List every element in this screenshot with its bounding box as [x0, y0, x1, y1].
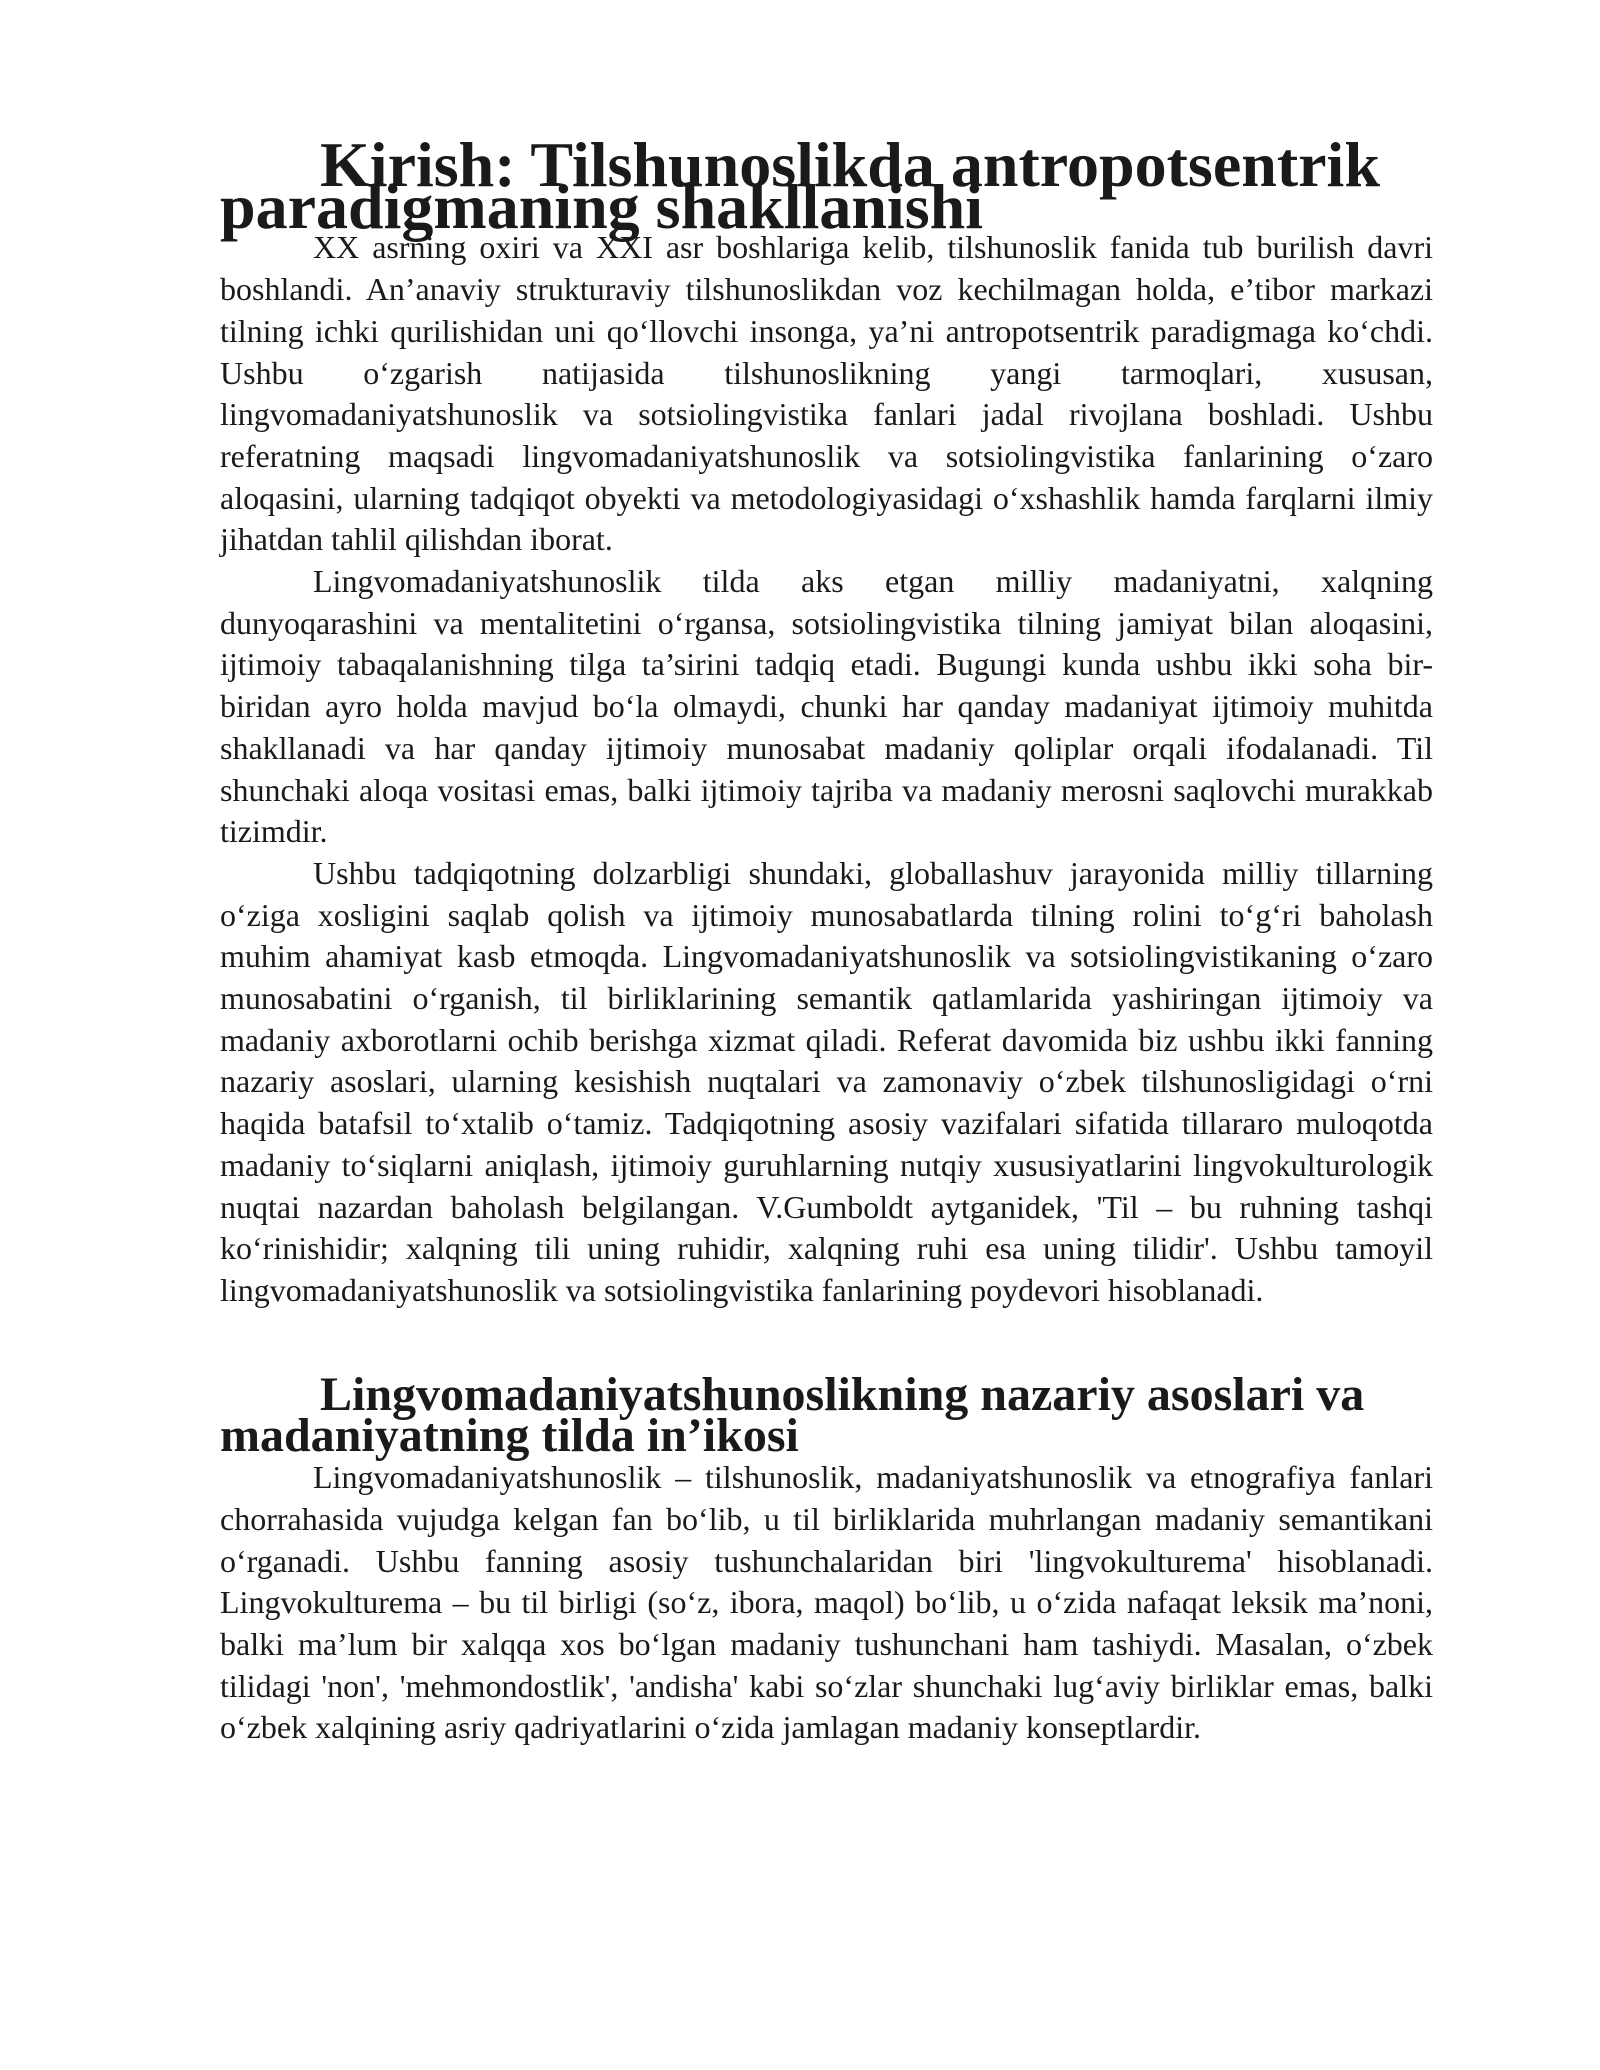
paragraph: Lingvomadaniyatshunoslik tilda aks etgan milliy madaniyatni, xalqning dunyoqarashini va mentalitetini o‘rgansa, sotsiolingvistika tilning jamiyat bilan aloqasini, ijtimoiy tabaqalanishning tilga ta’sirini tadqiq etadi. Bugungi kunda ushbu ikki soha bir-biridan ayro holda mavjud bo‘la olmaydi, chunki har qanday madaniyat ijtimoiy muhitda shakllanadi va har qanday ijtimoiy munosabat madaniy qoliplar orqali ifodalanadi. Til shunchaki aloqa vositasi emas, balki ijtimoiy tajriba va madaniy merosni saqlovchi murakkab tizimdir.	[220, 563, 1433, 850]
paragraph: Ushbu tadqiqotning dolzarbligi shundaki, globallashuv jarayonida milliy tillarning o‘ziga xosligini saqlab qolish va ijtimoiy munosabatlarda tilning rolini to‘g‘ri baholash muhim ahamiyat kasb etmoqda. Lingvomadaniyatshunoslik va sotsiolingvistikaning o‘zaro munosabatini o‘rganish, til birliklarining semantik qatlamlarida yashiringan ijtimoiy va madaniy axborotlarni ochib berishga xizmat qiladi. Referat davomida biz ushbu ikki fanning nazariy asoslari, ularning kesishish nuqtalari va zamonaviy o‘zbek tilshunosligidagi o‘rni haqida batafsil to‘xtalib o‘tamiz. Tadqiqotning asosiy vazifalari sifatida tillararo muloqotda madaniy to‘siqlarni aniqlash, ijtimoiy guruhlarning nutqiy xususiyatlarini lingvokulturologik nuqtai nazardan baholash belgilangan. V.Gumboldt aytganidek, 'Til – bu ruhning tashqi ko‘rinishidir; xalqning tili uning ruhidir, xalqning ruhi esa uning tilidir'. Ushbu tamoyil lingvomadaniyatshunoslik va sotsiolingvistika fanlarining poydevori hisoblanadi.	[220, 854, 1433, 1308]
paragraph: Lingvomadaniyatshunoslik – tilshunoslik, madaniyatshunoslik va etnografiya fanlari chorrahasida vujudga kelgan fan bo‘lib, u til birliklarida muhrlangan madaniy semantikani o‘rganadi. Ushbu fanning asosiy tushunchalaridan biri 'lingvokulturema' hisoblanadi. Lingvokulturema – bu til birligi (so‘z, ibora, maqol) bo‘lib, u o‘zida nafaqat leksik ma’noni, balki ma’lum bir xalqqa xos bo‘lgan madaniy tushunchani ham tashiydi. Masalan, o‘zbek tilidagi 'non', 'mehmondostlik', 'andisha' kabi so‘zlar shunchaki lug‘aviy birliklar emas, balki o‘zbek xalqining asriy qadriyatlarini o‘zida jamlagan madaniy konseptlardir.	[220, 1459, 1433, 1746]
section-heading-theory: Lingvomadaniyatshunoslikning nazariy asoslari va madaniyatning tilda in’ikosi	[220, 1367, 1365, 1463]
section-spacer	[220, 1312, 1433, 1374]
paragraph: XX asrning oxiri va XXI asr boshlariga kelib, tilshunoslik fanida tub burilish davri boshlandi. An’anaviy strukturaviy tilshunoslikdan voz kechilmagan holda, e’tibor markazi tilning ichki qurilishidan uni qo‘llovchi insonga, ya’ni antropotsentrik paradigmaga ko‘chdi. Ushbu o‘zgarish natijasida tilshunoslikning yangi tarmoqlari, xususan, lingvomadaniyatshunoslik va sotsiolingvistika fanlari jadal rivojlana boshladi. Ushbu referatning maqsadi lingvomadaniyatshunoslik va sotsiolingvistika fanlarining o‘zaro aloqasini, ularning tadqiqot obyekti va metodologiyasidagi o‘xshashlik hamda farqlarni ilmiy jihatdan tahlil qilishdan iborat.	[220, 229, 1433, 558]
section-heading-introduction: Kirish: Tilshunoslikda antropotsentrik paradigmaning shakllanishi	[220, 129, 1380, 242]
document-page	[220, 129, 1433, 1749]
